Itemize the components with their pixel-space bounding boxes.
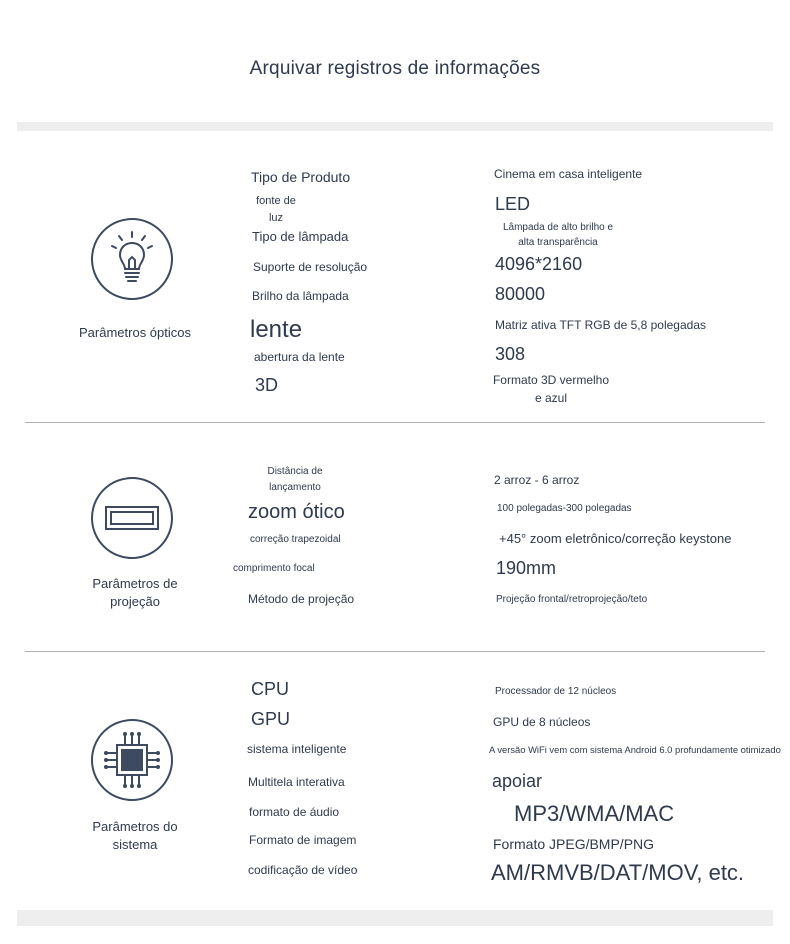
- value-keystone: +45° zoom eletrônico/correção keystone: [499, 531, 732, 546]
- value-lamp-brightness: 80000: [495, 284, 546, 304]
- value-cpu: Processador de 12 núcleos: [495, 686, 617, 697]
- value-audio-format: MP3/WMA/MAC: [514, 801, 675, 826]
- value-resolution: 4096*2160: [495, 254, 583, 274]
- value-light-source: LED: [495, 194, 531, 214]
- label-lens: lente: [250, 316, 303, 343]
- label-product-type: Tipo de Produto: [251, 169, 351, 185]
- value-image-format: Formato JPEG/BMP/PNG: [493, 836, 655, 852]
- value-focal-length: 190mm: [496, 558, 557, 578]
- label-3d: 3D: [255, 375, 279, 395]
- label-gpu: GPU: [251, 709, 291, 729]
- label-throw-distance: Distância de lançamento: [267, 466, 323, 493]
- category-projection: Parâmetros de projeção: [92, 576, 178, 609]
- label-lamp-type: Tipo de lâmpada: [252, 229, 349, 244]
- bottom-band: [17, 910, 773, 926]
- label-image-format: Formato de imagem: [249, 833, 357, 847]
- label-lens-aperture: abertura da lente: [254, 350, 345, 364]
- projector-screen-icon: [91, 477, 173, 559]
- value-gpu: GPU de 8 núcleos: [493, 715, 591, 729]
- page-title: Arquivar registros de informações: [249, 58, 541, 79]
- section-divider: [25, 651, 765, 652]
- value-video-codec: AM/RMVB/DAT/MOV, etc.: [491, 860, 745, 885]
- top-band: [17, 122, 773, 131]
- category-system: Parâmetros do sistema: [92, 819, 178, 852]
- label-cpu: CPU: [251, 679, 290, 699]
- label-focal-length: comprimento focal: [233, 563, 315, 574]
- value-optical-zoom: 100 polegadas-300 polegadas: [497, 503, 632, 514]
- value-lens-aperture: 308: [495, 344, 526, 364]
- value-multiscreen: apoiar: [492, 771, 543, 791]
- label-video-codec: codificação de vídeo: [248, 863, 358, 877]
- label-lamp-brightness: Brilho da lâmpada: [252, 289, 349, 303]
- value-projection-method: Projeção frontal/retroprojeção/teto: [496, 594, 648, 605]
- label-optical-zoom: zoom ótico: [248, 501, 345, 523]
- label-audio-format: formato de áudio: [249, 805, 340, 819]
- label-multiscreen: Multitela interativa: [248, 775, 345, 789]
- label-projection-method: Método de projeção: [248, 592, 355, 606]
- value-smart-system: A versão WiFi vem com sistema Android 6.0 profundamente otimizado: [489, 744, 781, 755]
- cpu-chip-icon: [91, 719, 173, 801]
- value-throw-distance: 2 arroz - 6 arroz: [494, 473, 580, 487]
- light-bulb-icon: [91, 218, 173, 300]
- label-smart-system: sistema inteligente: [247, 742, 347, 756]
- label-keystone: correção trapezoidal: [250, 534, 341, 545]
- value-3d: Formato 3D vermelho e azul: [492, 373, 610, 405]
- label-resolution: Suporte de resolução: [253, 260, 368, 274]
- value-lamp-type: Lâmpada de alto brilho e alta transparência: [502, 222, 614, 248]
- section-divider: [25, 422, 765, 423]
- category-optical: Parâmetros ópticos: [79, 325, 191, 340]
- label-light-source: fonte de luz: [256, 195, 296, 224]
- value-lens: Matriz ativa TFT RGB de 5,8 polegadas: [495, 318, 706, 332]
- value-product-type: Cinema em casa inteligente: [494, 167, 643, 181]
